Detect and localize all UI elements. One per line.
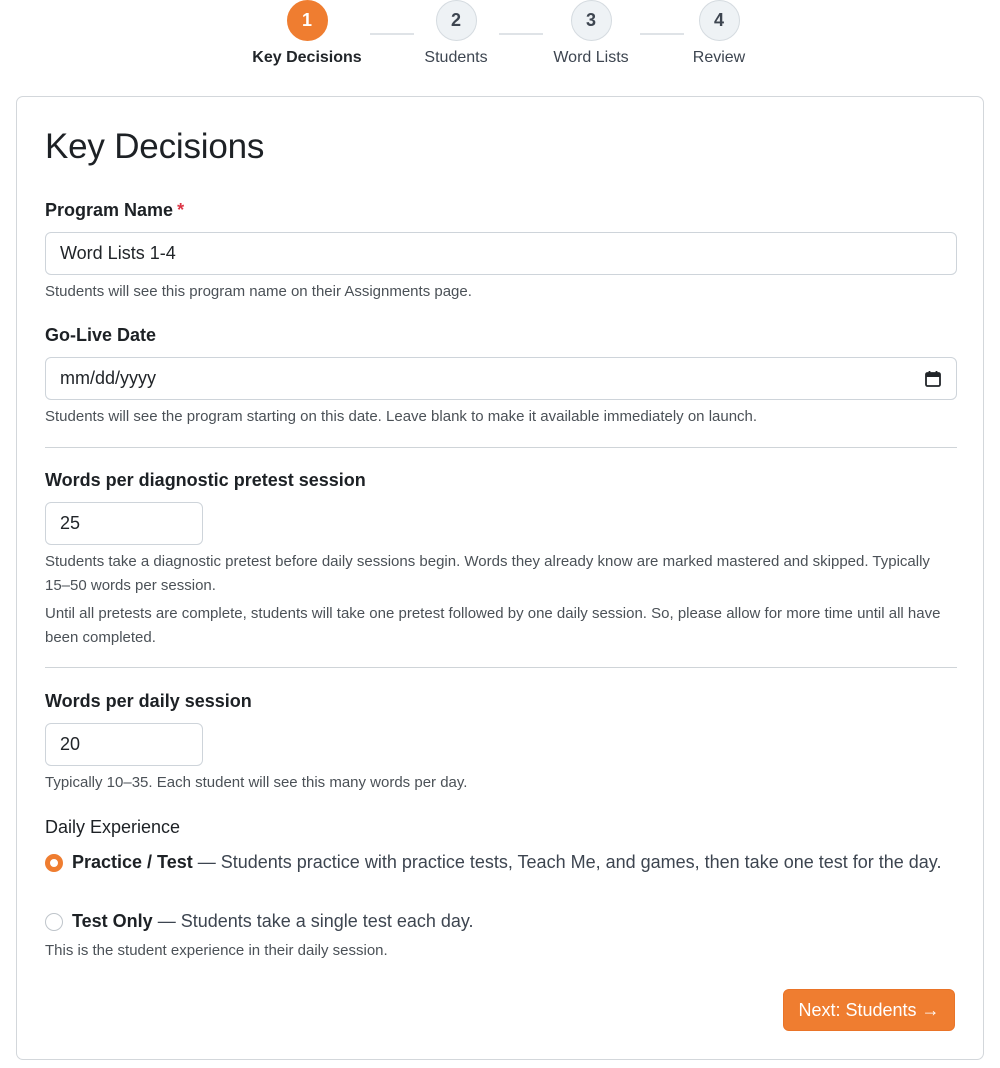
- daily-experience-help: This is the student experience in their daily session.: [45, 942, 388, 959]
- go-live-date-placeholder: mm/dd/yyyy: [60, 368, 157, 388]
- section-divider: [45, 667, 957, 668]
- step-review[interactable]: [649, 0, 789, 67]
- radio-desc: — Students take a single test each day.: [152, 911, 474, 931]
- step-label: Students: [424, 49, 488, 66]
- program-name-input[interactable]: [45, 232, 957, 275]
- radio-desc: — Students practice with practice tests, Teach Me, and games, then take one test for the day.: [192, 852, 942, 872]
- program-name-value: Word Lists 1-4: [60, 243, 176, 263]
- step-number: 2: [436, 0, 477, 41]
- section-divider: [45, 447, 957, 448]
- page-title: Key Decisions: [45, 127, 265, 166]
- go-live-date-help: Students will see the program starting on this date. Leave blank to make it available immediately on launch.: [45, 408, 758, 425]
- step-students[interactable]: [386, 0, 526, 67]
- step-label: Review: [692, 49, 746, 66]
- step-label: Word Lists: [553, 49, 629, 66]
- step-key-decisions[interactable]: [237, 0, 377, 67]
- go-live-date-label: Go-Live Date: [45, 325, 157, 345]
- pretest-words-label: Words per diagnostic pretest session: [45, 470, 366, 490]
- daily-words-input[interactable]: [45, 723, 203, 766]
- calendar-icon[interactable]: [924, 370, 942, 388]
- step-label: Key Decisions: [252, 49, 362, 66]
- radio-button[interactable]: [45, 913, 63, 931]
- daily-words-value: 20: [60, 734, 81, 754]
- step-number: 1: [287, 0, 328, 41]
- step-number: 4: [699, 0, 740, 41]
- next-students-button[interactable]: Next: Students →: [783, 989, 955, 1031]
- required-marker: *: [177, 200, 185, 220]
- form-card: [16, 96, 984, 1060]
- step-word-lists[interactable]: [521, 0, 661, 67]
- program-name-help: Students will see this program name on their Assignments page.: [45, 283, 472, 300]
- daily-words-label: Words per daily session: [45, 691, 252, 711]
- pretest-note: Until all pretests are complete, students will take one pretest followed by one daily session. So, please allow for more time until all have been completed.: [45, 605, 941, 646]
- program-name-label-text: Program Name: [45, 200, 174, 220]
- pretest-words-value: 25: [60, 513, 81, 533]
- daily-words-help: Typically 10–35. Each student will see this many words per day.: [45, 774, 468, 791]
- program-name-label: [45, 200, 184, 221]
- radio-label: [72, 849, 941, 876]
- radio-title: Practice / Test: [72, 852, 193, 872]
- pretest-words-input[interactable]: [45, 502, 203, 545]
- radio-button-checked[interactable]: [45, 854, 63, 872]
- daily-experience-label: Daily Experience: [45, 817, 181, 837]
- go-live-date-input[interactable]: [45, 357, 957, 400]
- progress-stepper: [0, 0, 1000, 80]
- radio-test-only[interactable]: [45, 908, 957, 935]
- step-number: 3: [571, 0, 612, 41]
- radio-title: Test Only: [72, 911, 153, 931]
- pretest-help: Students take a diagnostic pretest before daily sessions begin. Words they already know are marked mastered and skipped. Typically 15–50 words per session.: [45, 553, 930, 594]
- radio-practice-test[interactable]: [45, 849, 957, 876]
- radio-label: [72, 908, 474, 935]
